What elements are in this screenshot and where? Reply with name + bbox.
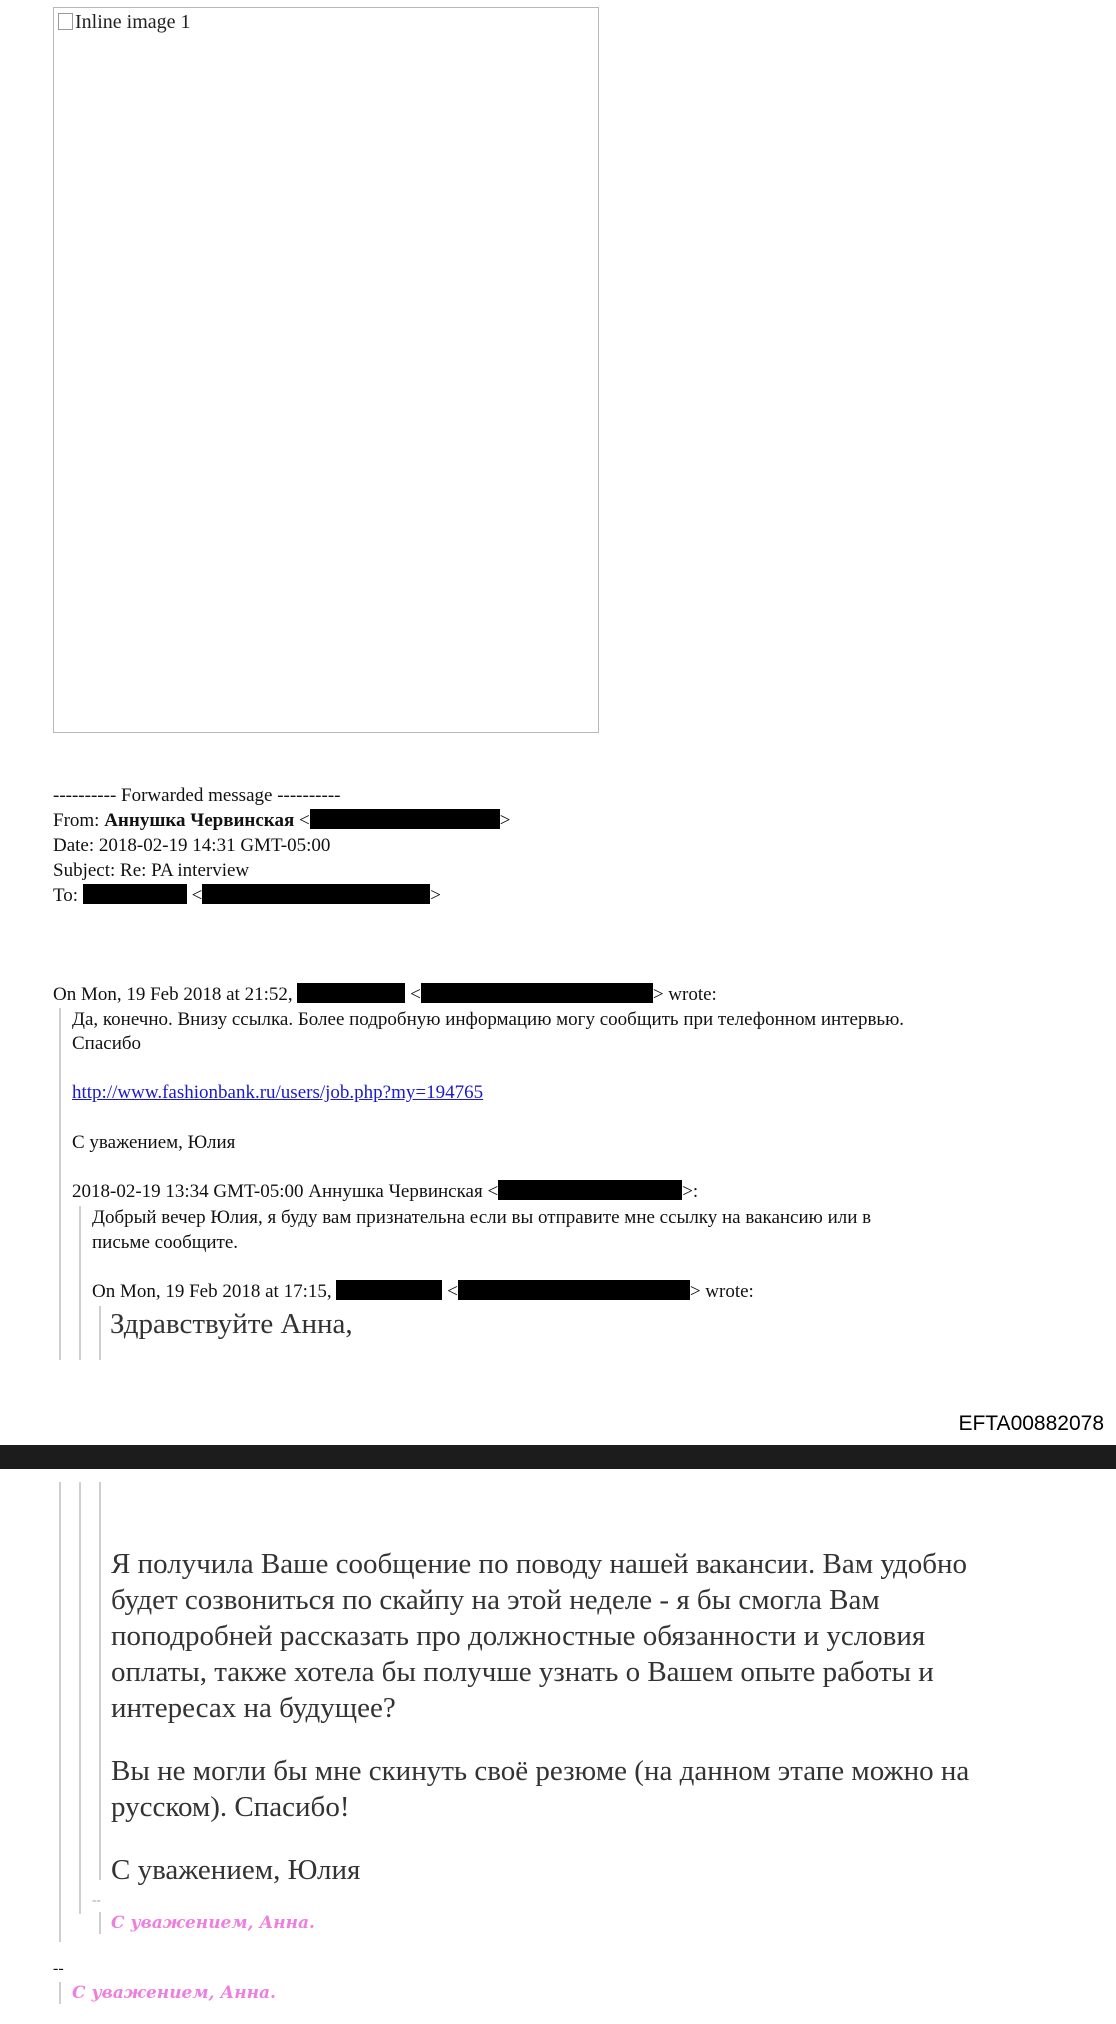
quote-bar (99, 1482, 101, 1880)
paragraph-line: оплаты, также хотела бы получше узнать о Вашем опыте работы и (111, 1656, 934, 1688)
job-link[interactable]: http://www.fashionbank.ru/users/job.php?my=194765 (72, 1082, 484, 1103)
paragraph-line: Вы не могли бы мне скинуть своё резюме (на данном этапе можно на (111, 1755, 970, 1787)
inline-image-placeholder (53, 7, 599, 733)
quote-bar (59, 1008, 61, 1360)
page-divider (0, 1445, 1116, 1469)
reply1-body-line: Спасибо (72, 1033, 142, 1054)
signature-quoted: С уважением, Анна. (111, 1913, 315, 1933)
redacted-email (458, 1280, 690, 1300)
reply2-intro: 2018-02-19 13:34 GMT-05:00 Аннушка Червинская < >: (72, 1181, 699, 1202)
quote-bar (59, 1482, 61, 1942)
reply3-signoff: С уважением, Юлия (111, 1854, 361, 1886)
quote-bar (79, 1206, 81, 1360)
reply3-paragraph-2 (111, 1753, 969, 1825)
to-line: To: < > (53, 885, 441, 906)
signature: С уважением, Анна. (72, 1983, 276, 2003)
quote-bar (99, 1306, 101, 1360)
redacted-name (336, 1280, 442, 1300)
signature-dashes: -- (92, 1892, 101, 1907)
reply3-greeting: Здравствуйте Анна, (110, 1308, 353, 1340)
date-line: Date: 2018-02-19 14:31 GMT-05:00 (53, 835, 331, 856)
paragraph-line: будет созвониться по скайпу на этой неделе - я бы смогла Вам (111, 1584, 880, 1616)
paragraph-line: русском). Спасибо! (111, 1791, 350, 1823)
reply3-paragraph-1 (111, 1546, 967, 1726)
paragraph-line: Я получила Ваше сообщение по поводу нашей вакансии. Вам удобно (111, 1548, 968, 1580)
paragraph-line: интересах на будущее? (111, 1692, 396, 1724)
quote-bar (59, 1982, 61, 2004)
from-line: From: Аннушка Червинская < > (53, 810, 511, 831)
redacted-name (83, 884, 187, 904)
reply3-intro: On Mon, 19 Feb 2018 at 17:15, < > wrote: (92, 1281, 754, 1302)
forwarded-header: ---------- Forwarded message ---------- (53, 785, 341, 806)
redacted-email (202, 884, 430, 904)
reply1-intro: On Mon, 19 Feb 2018 at 21:52, < > wrote: (53, 984, 717, 1005)
redacted-email (310, 809, 500, 829)
redacted-email (498, 1180, 682, 1200)
redacted-name (297, 983, 405, 1003)
reply1-signoff: С уважением, Юлия (72, 1132, 236, 1153)
quote-bar (99, 1912, 101, 1934)
subject-line: Subject: Re: PA interview (53, 860, 250, 881)
paragraph-line: поподробней рассказать про должностные обязанности и условия (111, 1620, 926, 1652)
broken-image-icon (58, 13, 73, 30)
inline-image-alt: Inline image 1 (58, 11, 191, 34)
reply2-body-line: письме сообщите. (92, 1232, 239, 1253)
from-name: Аннушка Червинская (104, 810, 295, 831)
redacted-email (421, 983, 653, 1003)
page-stamp: EFTA00882078 (958, 1412, 1104, 1435)
reply2-body-line: Добрый вечер Юлия, я буду вам признательна если вы отправите мне ссылку на вакансию или в (92, 1207, 872, 1228)
reply1-body-line: Да, конечно. Внизу ссылка. Более подробную информацию могу сообщить при телефонном интервью. (72, 1009, 905, 1030)
signature-dashes: -- (53, 1960, 64, 1977)
quote-bar (79, 1482, 81, 1914)
